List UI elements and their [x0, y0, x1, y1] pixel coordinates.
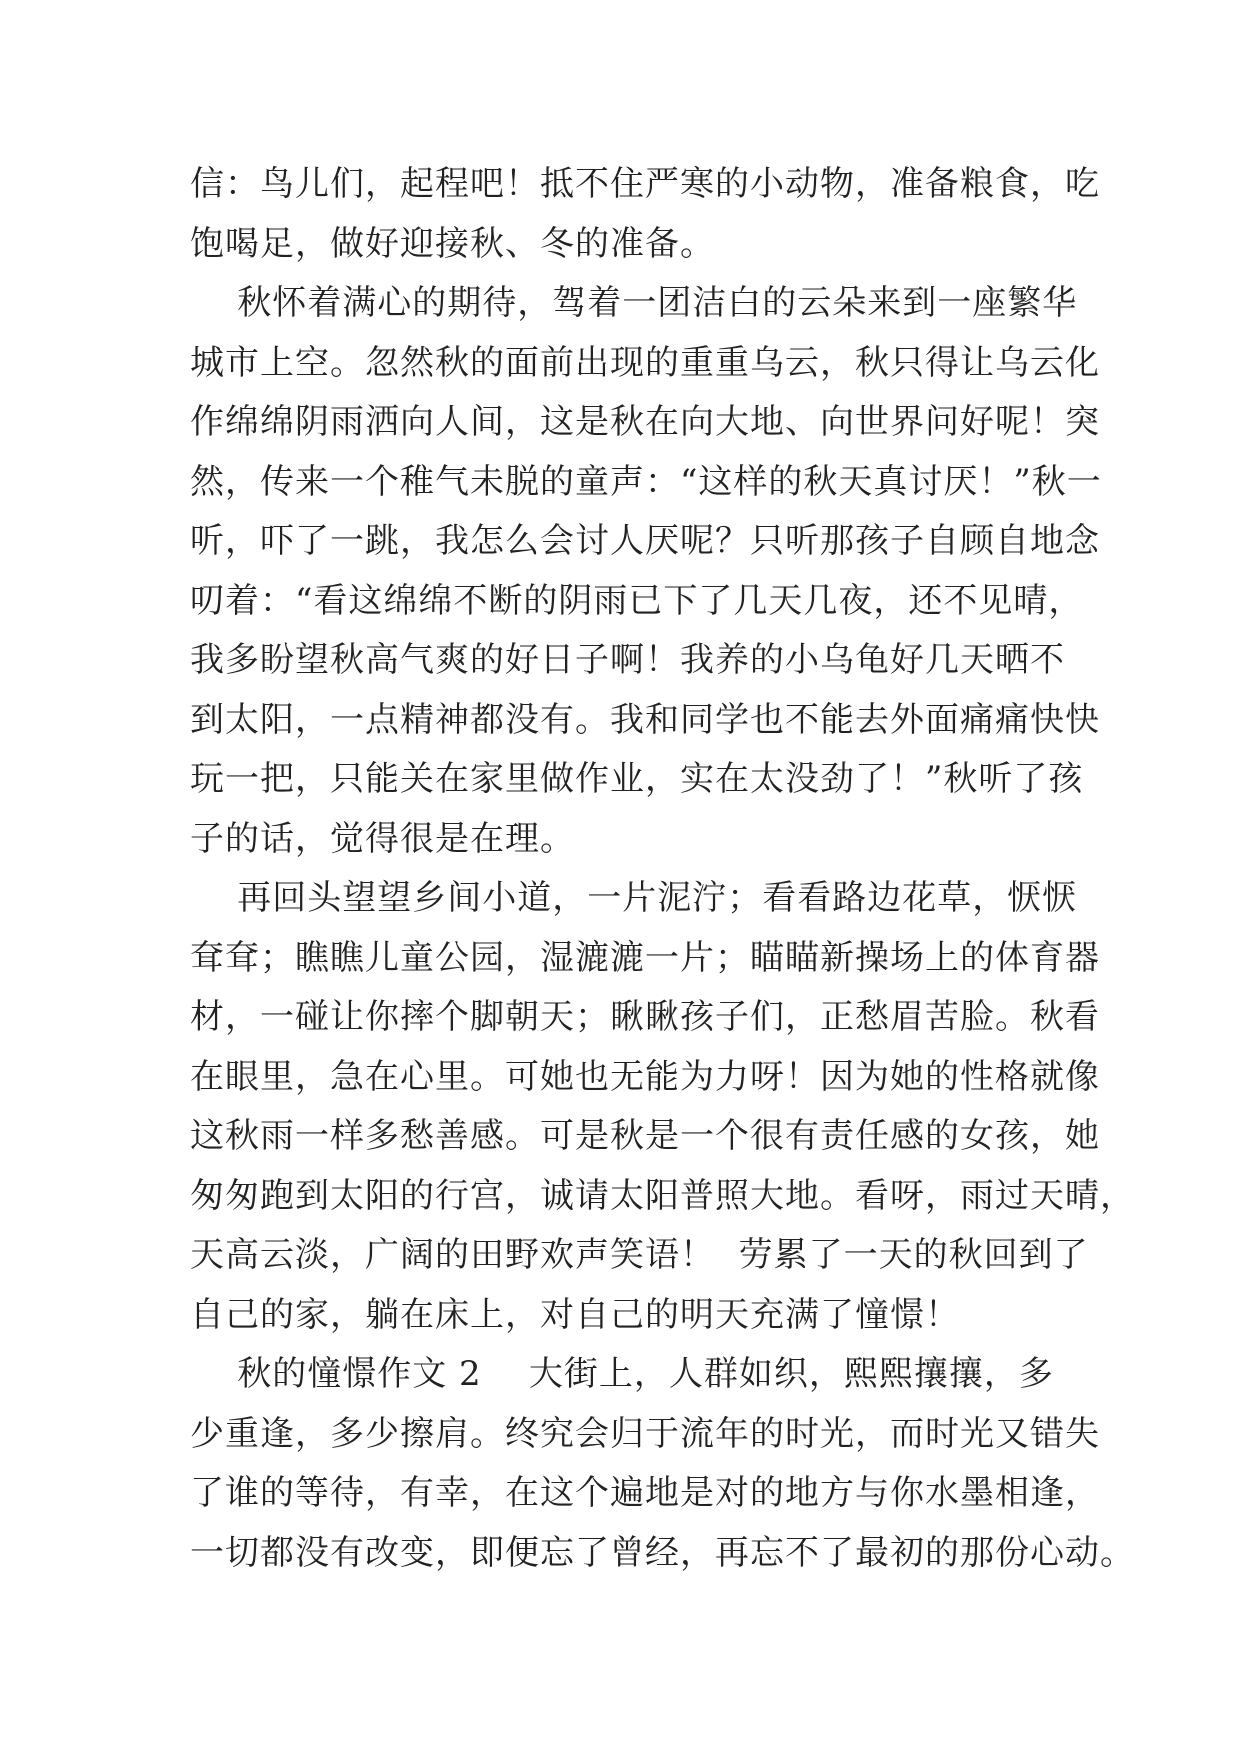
text-line: 子的话，觉得很是在理。	[190, 818, 575, 859]
text-line: 作绵绵阴雨洒向人间，这是秋在向大地、向世界问好呢！突	[190, 402, 1100, 442]
text-line: 城市上空。忽然秋的面前出现的重重乌云，秋只得让乌云化	[190, 342, 1100, 383]
text-line: 材，一碰让你摔个脚朝天；瞅瞅孩子们，正愁眉苦脸。秋看	[190, 997, 1100, 1037]
text-line: 耷耷；瞧瞧儿童公园，湿漉漉一片；瞄瞄新操场上的体育器	[190, 937, 1100, 978]
text-line: 这秋雨一样多愁善感。可是秋是一个很有责任感的女孩，她	[190, 1116, 1100, 1156]
text-line: 少重逢，多少擦肩。终究会归于流年的时光，而时光又错失	[190, 1413, 1100, 1454]
text-line: 听，吓了一跳，我怎么会讨人厌呢？只听那孩子自顾自地念	[190, 521, 1100, 561]
text-line: 秋怀着满心的期待，驾着一团洁白的云朵来到一座繁华	[190, 283, 1078, 323]
text-line: 一切都没有改变，即便忘了曾经，再忘不了最初的那份心动。	[190, 1532, 1135, 1573]
text-line: 我多盼望秋高气爽的好日子啊！我养的小乌龟好几天晒不	[190, 640, 1065, 680]
text-line: 在眼里，急在心里。可她也无能为力呀！因为她的性格就像	[190, 1056, 1100, 1097]
text-line: 信：鸟儿们，起程吧！抵不住严寒的小动物，准备粮食，吃	[190, 164, 1100, 204]
text-line: 到太阳，一点精神都没有。我和同学也不能去外面痛痛快快	[190, 699, 1100, 740]
text-line: 玩一把，只能关在家里做作业，实在太没劲了！”秋听了孩	[190, 759, 1084, 799]
text-line: 自己的家，躺在床上，对自己的明天充满了憧憬！	[190, 1294, 960, 1335]
text-line: 秋的憧憬作文 2 大街上，人群如织，熙熙攘攘，多	[190, 1354, 1054, 1394]
text-line: 叨着：“看这绵绵不断的阴雨已下了几天几夜，还不见晴，	[190, 580, 1084, 621]
text-line: 了谁的等待，有幸，在这个遍地是对的地方与你水墨相逢，	[190, 1473, 1100, 1513]
text-line: 然，传来一个稚气未脱的童声：“这样的秋天真讨厌！”秋一	[190, 461, 1102, 502]
text-line: 饱喝足，做好迎接秋、冬的准备。	[190, 223, 715, 264]
essay-body	[190, 155, 1135, 1583]
text-line: 天高云淡，广阔的田野欢声笑语！ 劳累了一天的秋回到了	[190, 1235, 1089, 1275]
text-line: 再回头望望乡间小道，一片泥泞；看看路边花草，恹恹	[190, 878, 1078, 918]
text-line: 匆匆跑到太阳的行宫，诚请太阳普照大地。看呀，雨过天晴，	[190, 1175, 1135, 1216]
